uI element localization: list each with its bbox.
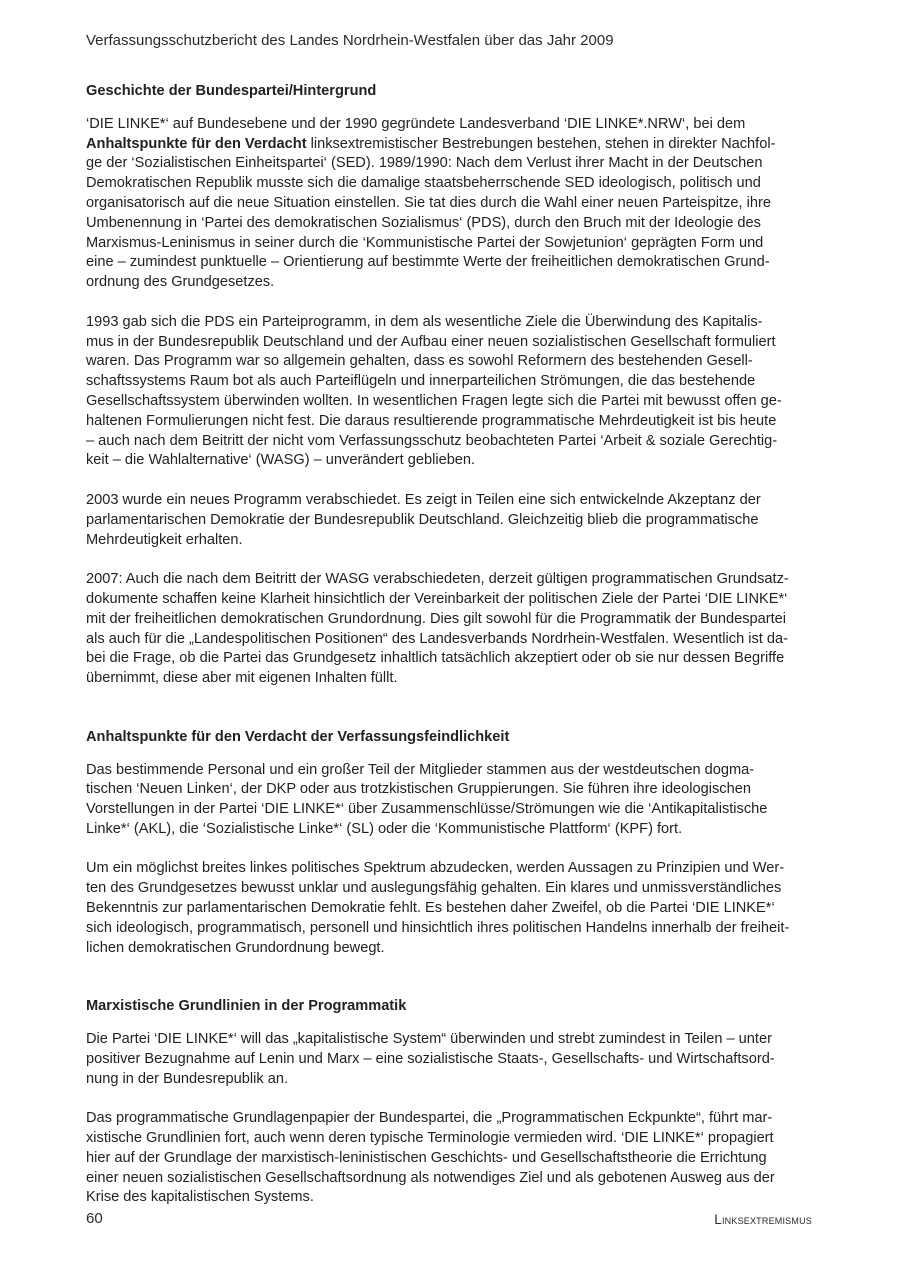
text-line: übernimmt, diese aber mit eigenen Inhalten füllt. xyxy=(86,670,398,687)
text-line: dokumente schaffen keine Klarheit hinsichtlich der Vereinbarkeit der politischen Ziele der Partei ‘DIE LINKE*‘ xyxy=(86,590,788,607)
text-line: organisatorisch auf die neue Situation einstellen. Sie tat dies durch die Wahl einer neuen Parteispitze, ihre xyxy=(86,194,771,211)
text-line: 2007: Auch die nach dem Beitritt der WASG verabschiedeten, derzeit gültigen programmatischen Grundsatz- xyxy=(86,571,789,588)
text-line: 1993 gab sich die PDS ein Parteiprogramm, in dem als wesentliche Ziele die Überwindung des Kapitalis- xyxy=(86,313,763,330)
document-body xyxy=(86,82,821,1228)
text-line: lichen demokratischen Grundordnung bewegt. xyxy=(86,939,385,956)
text-line: keit – die Wahlalternative‘ (WASG) – unverändert geblieben. xyxy=(86,452,476,469)
text-line: Linke*‘ (AKL), die ‘Sozialistische Linke*‘ (SL) oder die ‘Kommunistische Plattform‘ (KPF) fort. xyxy=(86,820,683,837)
paragraph xyxy=(86,115,821,293)
footer-section-label: Linksextremismus xyxy=(714,1212,812,1227)
text-line: Die Partei ‘DIE LINKE*‘ will das „kapitalistische System“ überwinden und strebt zumindest in Teilen – unter xyxy=(86,1031,772,1048)
text-line: Marxismus-Leninismus in seiner durch die ‘Kommunistische Partei der Sowjetunion‘ geprägten Form und xyxy=(86,234,764,251)
text-line: ge der ‘Sozialistischen Einheitspartei‘ (SED). 1989/1990: Nach dem Verlust ihrer Macht in der Deutschen xyxy=(86,155,763,172)
text-line: Bekenntnis zur parlamentarischen Demokratie fehlt. Es bestehen daher Zweifel, ob die Partei ‘DIE LINKE*‘ xyxy=(86,900,775,917)
text-line: xistische Grundlinien fort, auch wenn deren typische Terminologie vermieden wird. ‘DIE LINKE*‘ propagiert xyxy=(86,1130,774,1147)
paragraph xyxy=(86,1030,821,1089)
bold-phrase: Anhaltspunkte für den Verdacht xyxy=(86,135,307,152)
paragraph xyxy=(86,491,821,550)
text-line: Demokratischen Republik musste sich die damalige staatsbeherrschende SED ideologisch, politisch und xyxy=(86,175,761,192)
text-line-with-bold-phrase xyxy=(86,135,821,155)
section-heading: Geschichte der Bundespartei/Hintergrund xyxy=(86,83,377,99)
page-number: 60 xyxy=(86,1210,103,1227)
section-heading: Marxistische Grundlinien in der Programmatik xyxy=(86,998,407,1015)
text-line: Das programmatische Grundlagenpapier der Bundespartei, die „Programmatischen Eckpunkte“, führt mar- xyxy=(86,1110,773,1127)
text-line: bei die Frage, ob die Partei das Grundgesetz inhaltlich tatsächlich akzeptiert oder ob sie nur dessen Begriffe xyxy=(86,650,785,667)
text-line: – auch nach dem Beitritt der nicht vom Verfassungsschutz beobachteten Partei ‘Arbeit & soziale Gerechtig- xyxy=(86,432,778,449)
text-line: nung in der Bundesrepublik an. xyxy=(86,1070,289,1087)
text-line: parlamentarischen Demokratie der Bundesrepublik Deutschland. Gleichzeitig blieb die programmatische xyxy=(86,511,759,528)
text-line: als auch für die „Landespolitischen Positionen“ des Landesverbands Nordrhein-Westfalen. Wesentlich ist da- xyxy=(86,630,788,647)
text-line: eine – zumindest punktuelle – Orientierung auf bestimmte Werte der freiheitlichen demokratischen Grund- xyxy=(86,254,770,271)
section-spacer xyxy=(86,978,821,997)
text-line: waren. Das Programm war so allgemein gehalten, dass es sowohl Reformern des bestehenden Gesell- xyxy=(86,353,753,370)
text-line: haltenen Formulierungen nicht fest. Die daraus resultierende programmatische Mehrdeutigkeit ist bis heute xyxy=(86,412,777,429)
paragraph xyxy=(86,1109,821,1208)
running-header: Verfassungsschutzbericht des Landes Nordrhein-Westfalen über das Jahr 2009 xyxy=(86,32,614,49)
paragraph xyxy=(86,859,821,958)
text-line: Um ein möglichst breites linkes politisches Spektrum abzudecken, werden Aussagen zu Prinzipien und Wer- xyxy=(86,860,785,877)
text-line: Krise des kapitalistischen Systems. xyxy=(86,1189,314,1206)
text-line: hier auf der Grundlage der marxistisch-leninistischen Geschichts- und Gesellschaftstheorie die Errichtung xyxy=(86,1149,767,1166)
text-line: sich ideologisch, programmatisch, personell und hinsichtlich ihres politischen Handelns innerhalb der freiheit- xyxy=(86,919,790,936)
text-line: ‘DIE LINKE*‘ auf Bundesebene und der 1990 gegründete Landesverband ‘DIE LINKE*.NRW‘, bei dem xyxy=(86,115,746,132)
text-line: positiver Bezugnahme auf Lenin und Marx – eine sozialistische Staats-, Gesellschafts- und Wirtschaftsord- xyxy=(86,1050,775,1067)
text-line: Gesellschaftssystem überwinden wollten. In wesentlichen Fragen legte sich die Partei mit bewusst offen ge- xyxy=(86,392,782,409)
text-line: 2003 wurde ein neues Programm verabschiedet. Es zeigt in Teilen eine sich entwickelnde Akzeptanz der xyxy=(86,491,761,508)
section-heading: Anhaltspunkte für den Verdacht der Verfassungsfeindlichkeit xyxy=(86,728,510,745)
text-line: Mehrdeutigkeit erhalten. xyxy=(86,531,243,548)
text-line: mus in der Bundesrepublik Deutschland und der Aufbau einer neuen sozialistischen Gesellschaft formuliert xyxy=(86,333,776,350)
section-spacer xyxy=(86,709,821,728)
text-line: tischen ‘Neuen Linken‘, der DKP oder aus trotzkistischen Gruppierungen. Sie führen ihre ideologischen xyxy=(86,781,751,798)
text-line: schaftssystems Raum bot als auch Parteiflügeln und innerparteilichen Strömungen, die das bestehende xyxy=(86,373,756,390)
paragraph xyxy=(86,761,821,840)
text-line: ten des Grundgesetzes bewusst unklar und auslegungsfähig gehalten. Ein klares und unmissverständliches xyxy=(86,880,782,897)
text-line: Umbenennung in ‘Partei des demokratischen Sozialismus‘ (PDS), durch den Bruch mit der Ideologie des xyxy=(86,214,761,231)
text-line: Vorstellungen in der Partei ‘DIE LINKE*‘ über Zusammenschlüsse/Strömungen wie die ‘Antikapitalistische xyxy=(86,801,768,818)
paragraph xyxy=(86,570,821,689)
text-line: mit der freiheitlichen demokratischen Grundordnung. Dies gilt sowohl für die Programmatik der Bundespartei xyxy=(86,610,787,627)
text-line: einer neuen sozialistischen Gesellschaftsordnung als notwendiges Ziel und als gebotenen Ausweg aus der xyxy=(86,1169,775,1186)
text-line: Das bestimmende Personal und ein großer Teil der Mitglieder stammen aus der westdeutschen dogma- xyxy=(86,761,755,778)
text-line-rest: linksextremistischer Bestrebungen bestehen, stehen in direkter Nachfol- xyxy=(306,135,776,152)
paragraph xyxy=(86,313,821,471)
text-line: ordnung des Grundgesetzes. xyxy=(86,274,275,291)
